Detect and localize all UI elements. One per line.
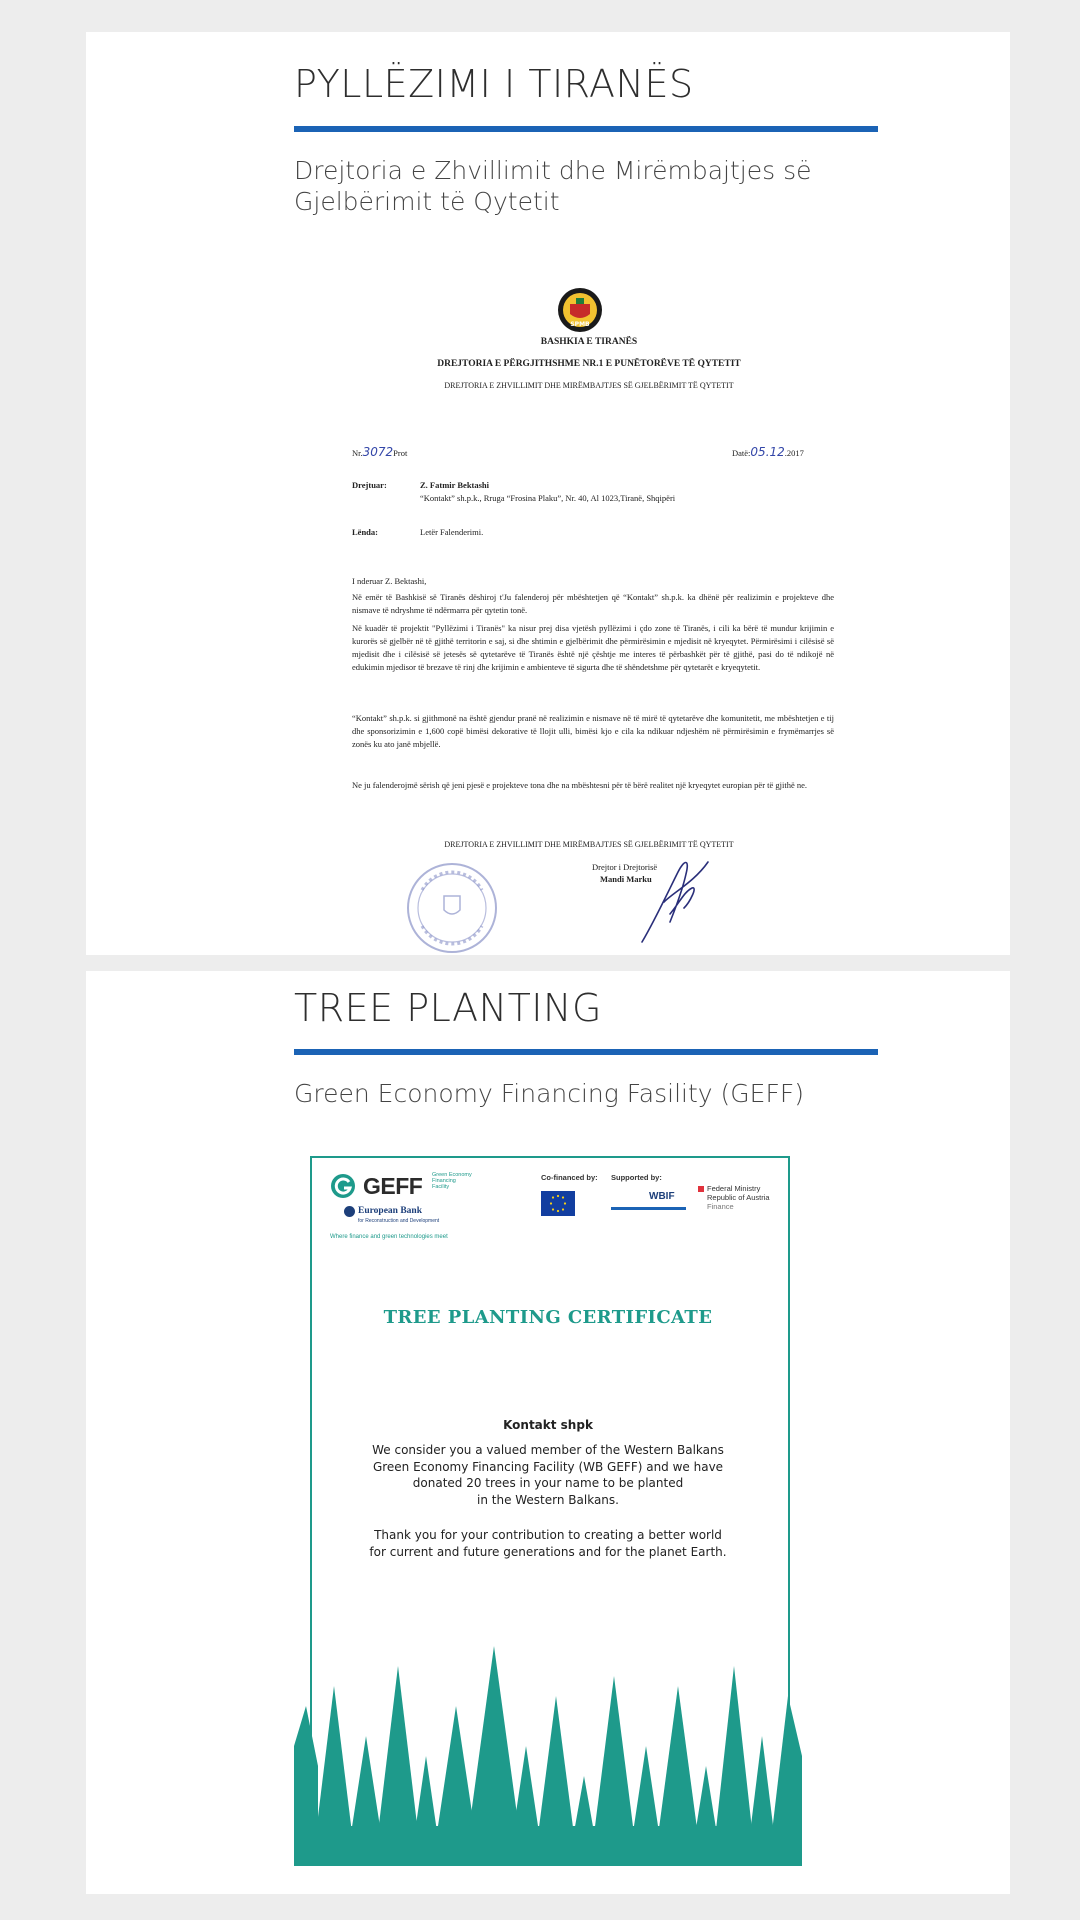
date-value: 05.12 [750, 445, 785, 459]
body-line: in the Western Balkans. [477, 1492, 619, 1507]
title-rule [294, 1049, 878, 1055]
signatory-title: Drejtor i Drejtorisë [592, 862, 658, 872]
subject-label: Lënda: [352, 527, 378, 537]
geff-wordmark: GEFF [363, 1173, 423, 1199]
protocol-prefix: Nr. [352, 448, 363, 458]
supported-label: Supported by: [611, 1173, 662, 1182]
greeting: I nderuar Z. Bektashi, [352, 576, 427, 586]
date-year: 2017 [786, 448, 804, 458]
section-title-pyllezimi: PYLLËZIMI I TIRANËS [294, 62, 694, 106]
austria-line: Finance [707, 1202, 734, 1211]
section-title-tree-planting: TREE PLANTING [294, 986, 602, 1030]
certificate-thanks [294, 1527, 802, 1560]
protocol-line [352, 445, 407, 459]
protocol-number: 3072 [362, 445, 394, 459]
cofinanced-label: Co-financed by: [541, 1173, 598, 1182]
forest-illustration-icon [294, 1626, 802, 1866]
thanks-line: Thank you for your contribution to creating a better world [374, 1528, 722, 1542]
certificate-company: Kontakt shpk [503, 1418, 593, 1432]
letter-paragraph: Në kuadër të projektit "Pyllëzimi i Tiranës" ka nisur prej disa vjetësh pyllëzimi i çdo zone të Tiranës, i cili ka bërë të mundur krijimin e kurorës së gjelbër në të gjithë territorin e saj, si dhe shtimin e gjelbërimit dhe përmirësimin e mjedisit në kryeqytet. Përmirësimi i cilësisë së mjedisit dhe i cilësisë së jetesës së qytetarëve të Tiranës është një çështje me interes të përbashkët për të gjithë, pasi do të ndikojë në edukimin mjedisor të brezave të rinj dhe krijimin e ambienteve të sigurta dhe të shëndetshme për qytetarët e kryeqytetit. [352, 623, 834, 672]
title-rule [294, 126, 878, 132]
certificate-card [86, 971, 1010, 1894]
closing-directorate: DREJTORIA E ZHVILLIMIT DHE MIRËMBAJTJES SË GJELBËRIMIT TË QYTETIT [444, 840, 734, 849]
subject-value: Letër Falenderimi. [420, 527, 484, 537]
recipient-name: Z. Fatmir Bektashi [420, 480, 490, 490]
letter-city: BASHKIA E TIRANËS [540, 337, 638, 347]
austria-line: Republic of Austria [707, 1193, 770, 1202]
thank-you-letter [334, 282, 844, 947]
protocol-suffix: Prot [393, 448, 408, 458]
ebrd-logo-icon [344, 1206, 355, 1217]
date-line: Datë:05.12.2017 [732, 445, 804, 459]
austria-ministry [698, 1184, 770, 1211]
official-stamp-icon [404, 860, 500, 956]
austria-line: Federal Ministry [707, 1184, 761, 1193]
body-line: donated 20 trees in your name to be planted [412, 1476, 684, 1490]
tirana-crest-icon [556, 286, 604, 334]
signature-icon [634, 852, 714, 947]
letter-paragraph: Ne ju falenderojmë sërish që jeni pjesë e projekteve tona dhe na mbështesni për të bërë realitet një kryeqytet europian për të gjithë ne. [352, 780, 808, 790]
body-line: We consider you a valued member of the Western Balkans [372, 1443, 724, 1457]
geff-tagline: Where finance and green technologies meet [330, 1234, 448, 1240]
date-label: Datë [732, 448, 749, 458]
crest-label: SPMB [570, 321, 590, 328]
letter-card [86, 32, 1010, 955]
wbif-rule [611, 1207, 686, 1210]
eu-flag-icon [541, 1191, 575, 1216]
wbif-logo [611, 1191, 686, 1215]
signatory-name: Mandi Marku [600, 874, 652, 884]
letter-paragraph: Në emër të Bashkisë së Tiranës dëshiroj t'Ju falenderoj për mbështetjen që “Kontakt” sh.p.k. ka dhënë për realizimin e projekteve dhe nismave të ndryshme të ndërmarra për qytetin tonë. [352, 592, 834, 615]
section-subtitle: Drejtoria e Zhvillimit dhe Mirëmbajtjes së Gjelbërimit të Qytetit [294, 156, 812, 216]
letter-department: DREJTORIA E PËRGJITHSHME NR.1 E PUNËTORËVE TË QYTETIT [437, 359, 741, 369]
certificate-body [294, 1442, 802, 1508]
tree-planting-certificate [294, 1156, 802, 1866]
body-line: Green Economy Financing Facility (WB GEFF) and we have [372, 1459, 724, 1474]
geff-full-name: Green Economy Financing Facility [432, 1172, 472, 1190]
recipient-address: “Kontakt” sh.p.k., Rruga “Frosina Plaku”, Nr. 40, Al 1023,Tiranë, Shqipëri [420, 493, 676, 503]
section-subtitle: Green Economy Financing Fasility (GEFF) [294, 1079, 804, 1108]
ebrd-name: European Bank [358, 1206, 422, 1216]
certificate-title: TREE PLANTING CERTIFICATE [383, 1307, 713, 1328]
letter-directorate: DREJTORIA E ZHVILLIMIT DHE MIRËMBAJTJES SË GJELBËRIMIT TË QYTETIT [444, 381, 734, 390]
letter-paragraph: “Kontakt” sh.p.k. si gjithmonë na është gjendur pranë në realizimin e nismave në të mirë të qytetarëve dhe komunitetit, me mbështetjen e tij dhe sponsorizimin e 1,600 copë bimësi dekorative të llojit ulli, bimësi kjo e cila ka ndikuar ndjeshëm në përmirësimin e frymëmarrjes së zonës ku ato janë mbjellë. [352, 713, 834, 749]
wbif-text: WBIF [649, 1191, 675, 1202]
thanks-line: for current and future generations and for the planet Earth. [369, 1544, 727, 1559]
recipient-label: Drejtuar: [352, 480, 387, 490]
austria-flag-icon [698, 1186, 704, 1192]
ebrd-subtitle: for Reconstruction and Development [358, 1218, 440, 1224]
